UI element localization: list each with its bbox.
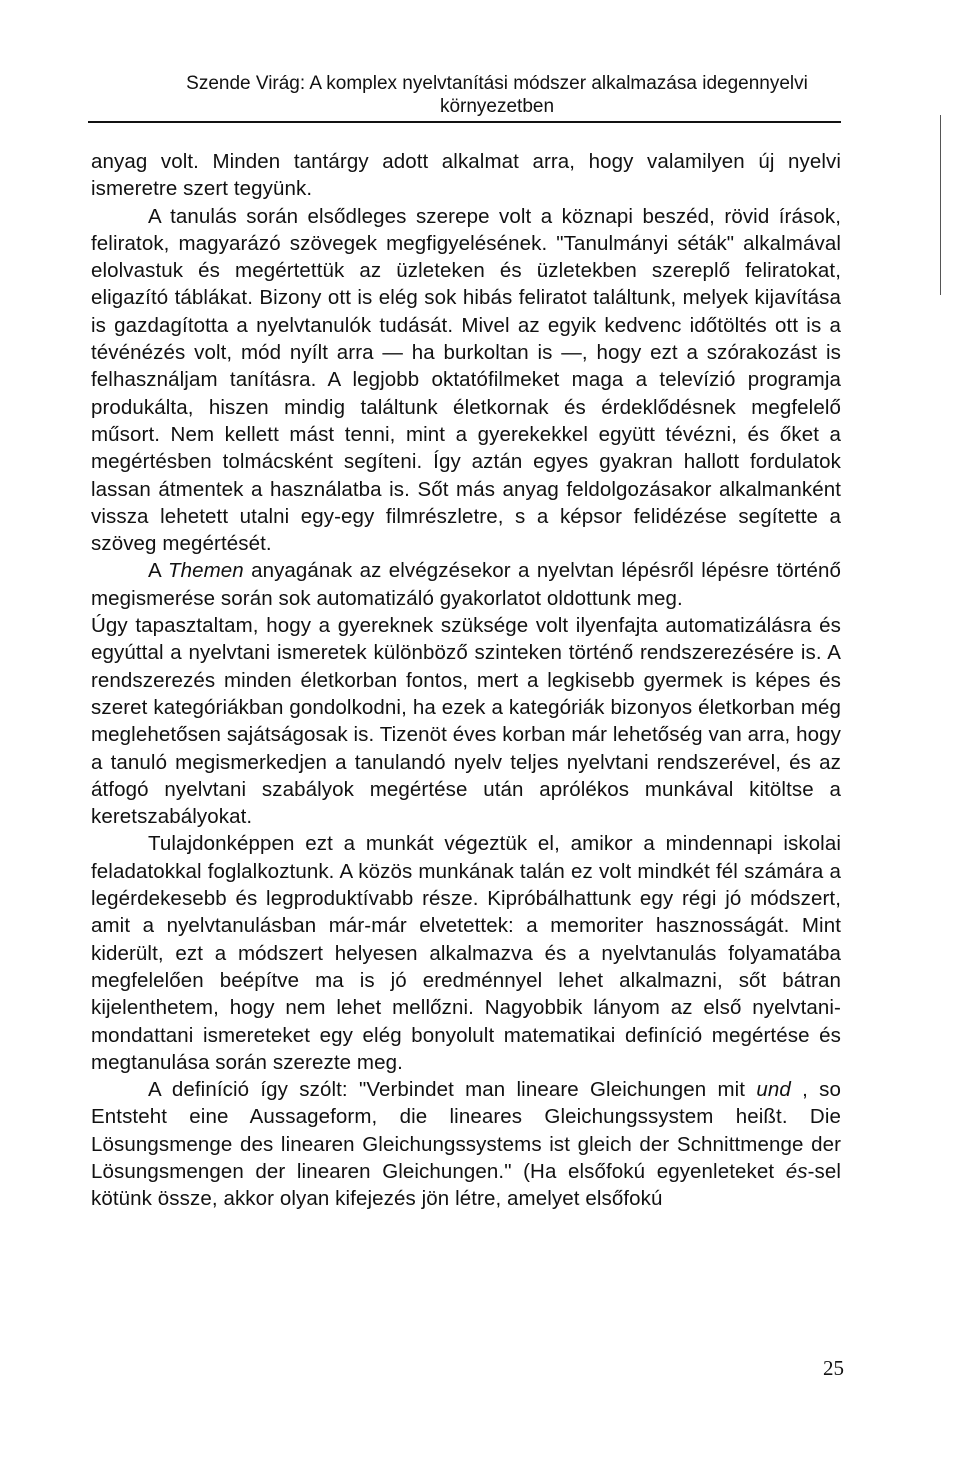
paragraph-observation: A tanulás során elsődleges szerepe volt a köznapi beszéd, rövid írások, feliratok, magyarázó szövegek megfigyelésének. "Tanulmányi séták" alkalmával elolvastuk és megértettük az üzleteken és üzletekben szereplő feliratokat, eligazító táblákat. Bizony ott is elég sok hibás feliratot találtunk, melyek kijavítása is gazdagította a nyelvtanulók tudását. Mivel az egyik kedvenc időtöltés ott is a tévénézés volt, mód nyílt arra — ha burkoltan is —, hogy ezt a szórakozást is felhasználjam tanításra. A legjobb oktatófilmeket maga a televízió programja produkálta, hiszen mindig találtunk életkornak és érdeklődésnek megfelelő műsort. Nem kellett mást tenni, mint a gyerekekkel együtt tévézni, és őket a megértésben tolmácsként segíteni. Így aztán egyes gyakran hallott fordulatok lassan átmentek a használatba is. Sőt más anyag feldolgozásakor alkalmanként vissza lehetett utalni egy-egy filmrészletre, s a képsor felidézése segítette a szöveg megértését.: [91, 204, 841, 556]
paragraph-systematization: Úgy tapasztaltam, hogy a gyereknek szüksége volt ilyenfajta automatizálásra és egyúttal a nyelvtani ismeretek különböző szinteken történő rendszerezésére is. A rendszerezés minden életkorban fontos, mert a legkisebb gyermek is képes és szeret kategóriákban gondolkodni, ha ezek a kategóriák bizonyos életkorban még meglehetősen sajátságosak is. Tizenöt éves korban már lehetőség van arra, hogy a tanuló megismerkedjen a tanulandó nyelv teljes nyelvtani rendszerével, és az átfogó nyelvtani szabályok megértése után aprólékos munkával kitöltse a keretszabályokat.: [91, 614, 841, 829]
paragraph-themen: [91, 557, 841, 612]
running-header: [150, 72, 844, 118]
definition-text-after: -sel kötünk össze, akkor olyan kifejezés jön létre, amelyet elsőfokú: [91, 1159, 841, 1211]
body-text: [91, 148, 841, 1213]
themen-text-before: A: [148, 559, 168, 583]
header-rule: [88, 121, 841, 123]
definition-text-middle: , so Entsteht eine Aussageform, die lineares Gleichungssystem heißt. Die Lösungsmenge des linearen Gleichungssystems ist gleich der Schnittmenge der Lösungsmengen der linearen Gleichungen." (Ha elsőfokú egyenleteket: [91, 1078, 841, 1183]
paragraph-continued: anyag volt. Minden tantárgy adott alkalmat arra, hogy valamilyen új nyelvi ismeretre szert tegyünk.: [91, 150, 841, 201]
definition-emphasis-es: és: [785, 1159, 808, 1183]
definition-text-before: A definíció így szólt: "Verbindet man lineare Gleichungen mit: [148, 1078, 757, 1102]
page-number: 25: [823, 1356, 844, 1380]
definition-emphasis-und: und: [756, 1078, 791, 1102]
themen-text-after: anyagának az elvégzésekor a nyelvtan lépésről lépésre történő megismerése során sok automatizáló gyakorlatot oldottunk meg.: [91, 559, 841, 610]
running-header-line1: Szende Virág: A komplex nyelvtanítási módszer alkalmazása idegennyelvi: [186, 73, 808, 94]
paragraph-memoriter: Tulajdonképpen ezt a munkát végeztük el, amikor a mindennapi iskolai feladatokkal foglalkoztunk. A közös munkának talán ez volt mindkét fél számára a legérdekesebb és legproduktívabb része. Kipróbálhattunk egy régi jó módszert, amit a nyelvtanulásban már-már elvetettek: a memoriter hasznosságát. Mint kiderült, ezt a módszert helyesen alkalmazva és a nyelvtanulás folyamatába megfelelően beépítve ma is jó eredménnyel lehet alkalmazni, sőt bátran kijelenthetem, hogy nem lehet mellőzni. Nagyobbik lányom az első nyelvtani-mondattani ismereteket egy elég bonyolult matematikai definíció megértése és megtanulása során szerezte meg.: [91, 832, 841, 1074]
margin-mark: [940, 115, 941, 295]
paragraph-definition: [91, 1076, 841, 1212]
themen-emphasis: Themen: [167, 559, 244, 583]
running-header-line2: környezetben: [439, 96, 555, 117]
